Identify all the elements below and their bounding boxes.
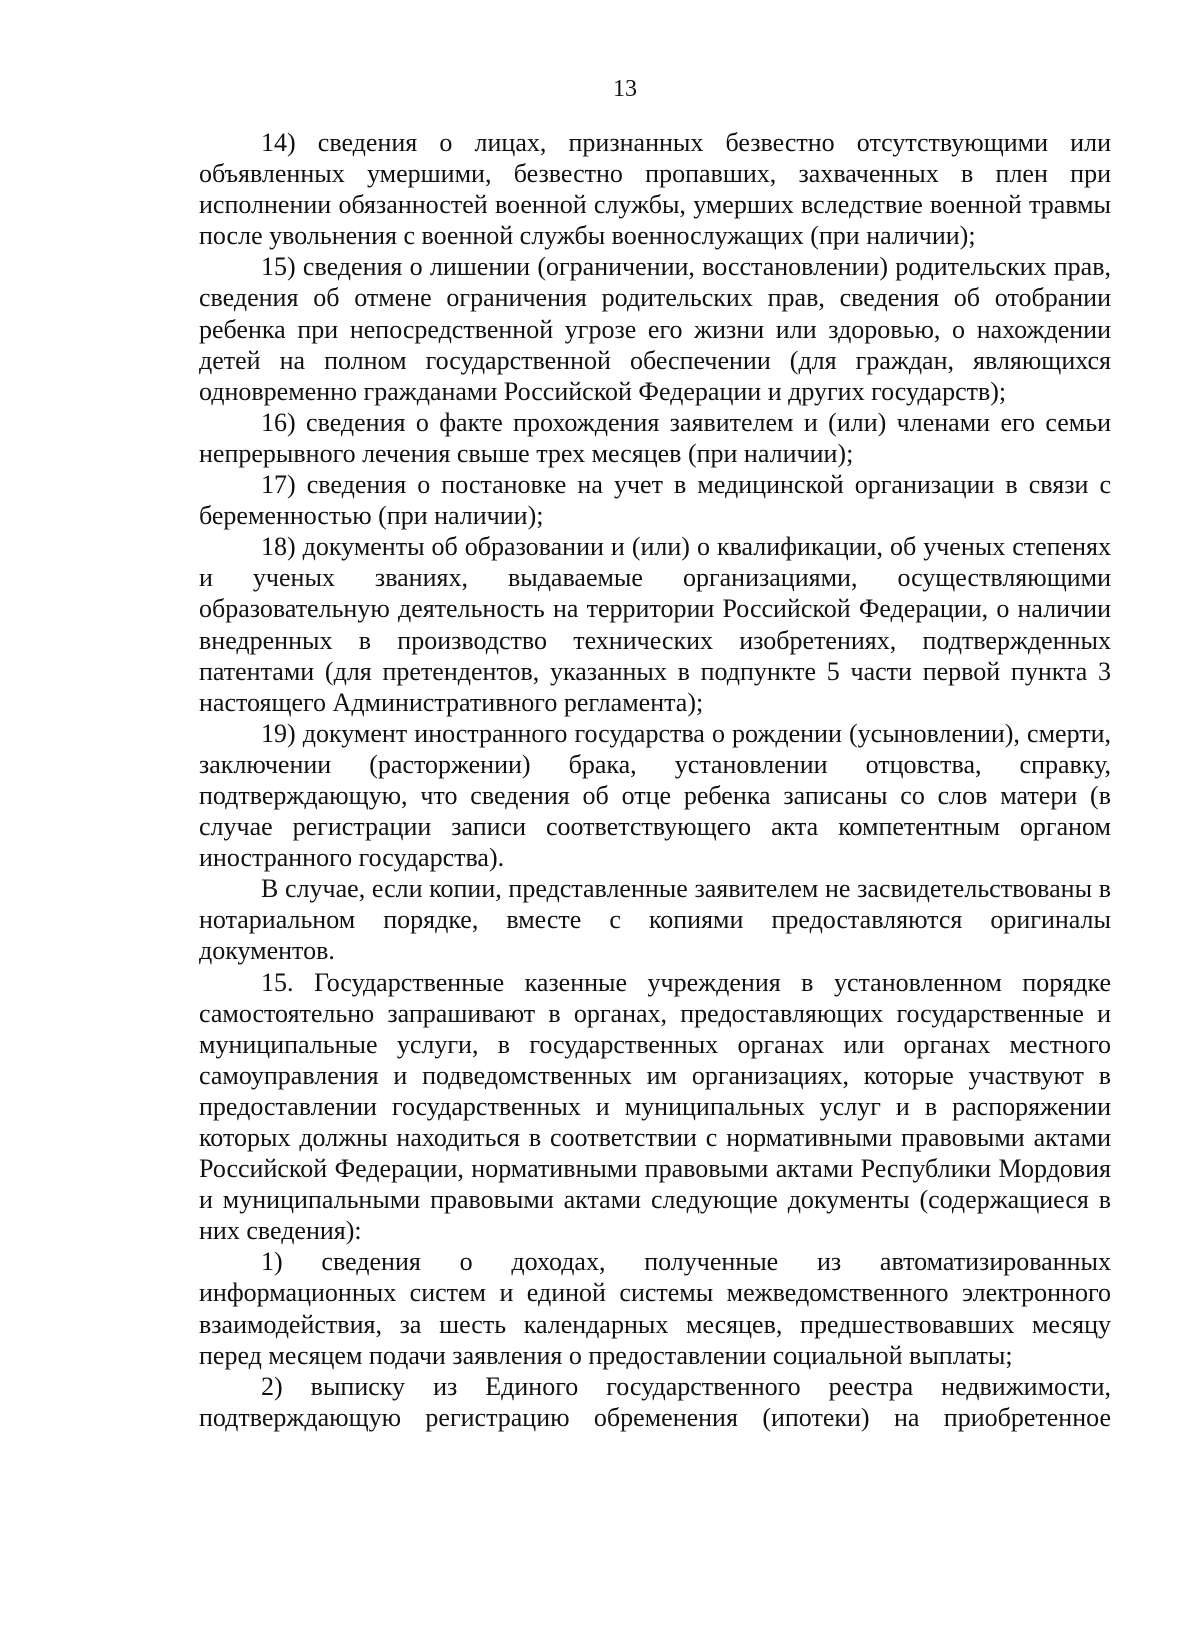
paragraph-item-15: 15) сведения о лишении (ограничении, восстановлении) родительских прав, сведения об отмене ограничения родительских прав, сведения об отобрании ребенка при непосредственной угрозе его жизни или здоровью, о нахождении детей на полном государственной обеспечении (для граждан, являющихся одновременно гражданами Российской Федерации и других государств); — [199, 252, 1111, 406]
paragraph-item-19: 19) документ иностранного государства о рождении (усыновлении), смерти, заключении (расторжении) брака, установлении отцовства, справку, подтверждающую, что сведения об отце ребенка записаны со слов матери (в случае регистрации записи соответствующего акта компетентным органом иностранного государства). — [199, 718, 1111, 873]
paragraph-copies-note: В случае, если копии, представленные заявителем не засвидетельствованы в нотариальном порядке, вместе с копиями предоставляются оригиналы документов. — [199, 874, 1111, 966]
paragraph-subitem-1: 1) сведения о доходах, полученные из автоматизированных информационных систем и единой системы межведомственного электронного взаимодействия, за шесть календарных месяцев, предшествовавших месяцу перед месяцем подачи заявления о предоставлении социальной выплаты; — [199, 1247, 1111, 1370]
page-number: 13 — [613, 76, 637, 102]
paragraph-item-18: 18) документы об образовании и (или) о квалификации, об ученых степенях и ученых званиях, выдаваемые организациями, осуществляющими образовательную деятельность на территории Российской Федерации, о наличии внедренных в производство технических изобретениях, подтвержденных патентами (для претендентов, указанных в подпункте 5 части первой пункта 3 настоящего Административного регламента); — [199, 532, 1111, 717]
paragraph-item-17: 17) сведения о постановке на учет в медицинской организации в связи с беременностью (при наличии); — [199, 470, 1111, 531]
paragraph-item-14: 14) сведения о лицах, признанных безвестно отсутствующими или объявленных умершими, безвестно пропавших, захваченных в плен при исполнении обязанностей военной службы, умерших вследствие военной травмы после увольнения с военной службы военнослужащих (при наличии); — [199, 128, 1111, 251]
document-body — [199, 127, 1111, 1433]
paragraph-section-15: 15. Государственные казенные учреждения в установленном порядке самостоятельно запрашивают в органах, предоставляющих государственные и муниципальные услуги, в государственных органах или органах местного самоуправления и подведомственных им организациях, которые участвуют в предоставлении государственных и муниципальных услуг и в распоряжении которых должны находиться в соответствии с нормативными правовыми актами Российской Федерации, нормативными правовыми актами Республики Мордовия и муниципальными правовыми актами следующие документы (содержащиеся в них сведения): — [199, 967, 1111, 1246]
paragraph-item-16: 16) сведения о факте прохождения заявителем и (или) членами его семьи непрерывного лечения свыше трех месяцев (при наличии); — [199, 407, 1111, 468]
paragraph-subitem-2: 2) выписку из Единого государственного реестра недвижимости, подтверждающую регистрацию обременения (ипотеки) на приобретенное — [199, 1371, 1111, 1432]
